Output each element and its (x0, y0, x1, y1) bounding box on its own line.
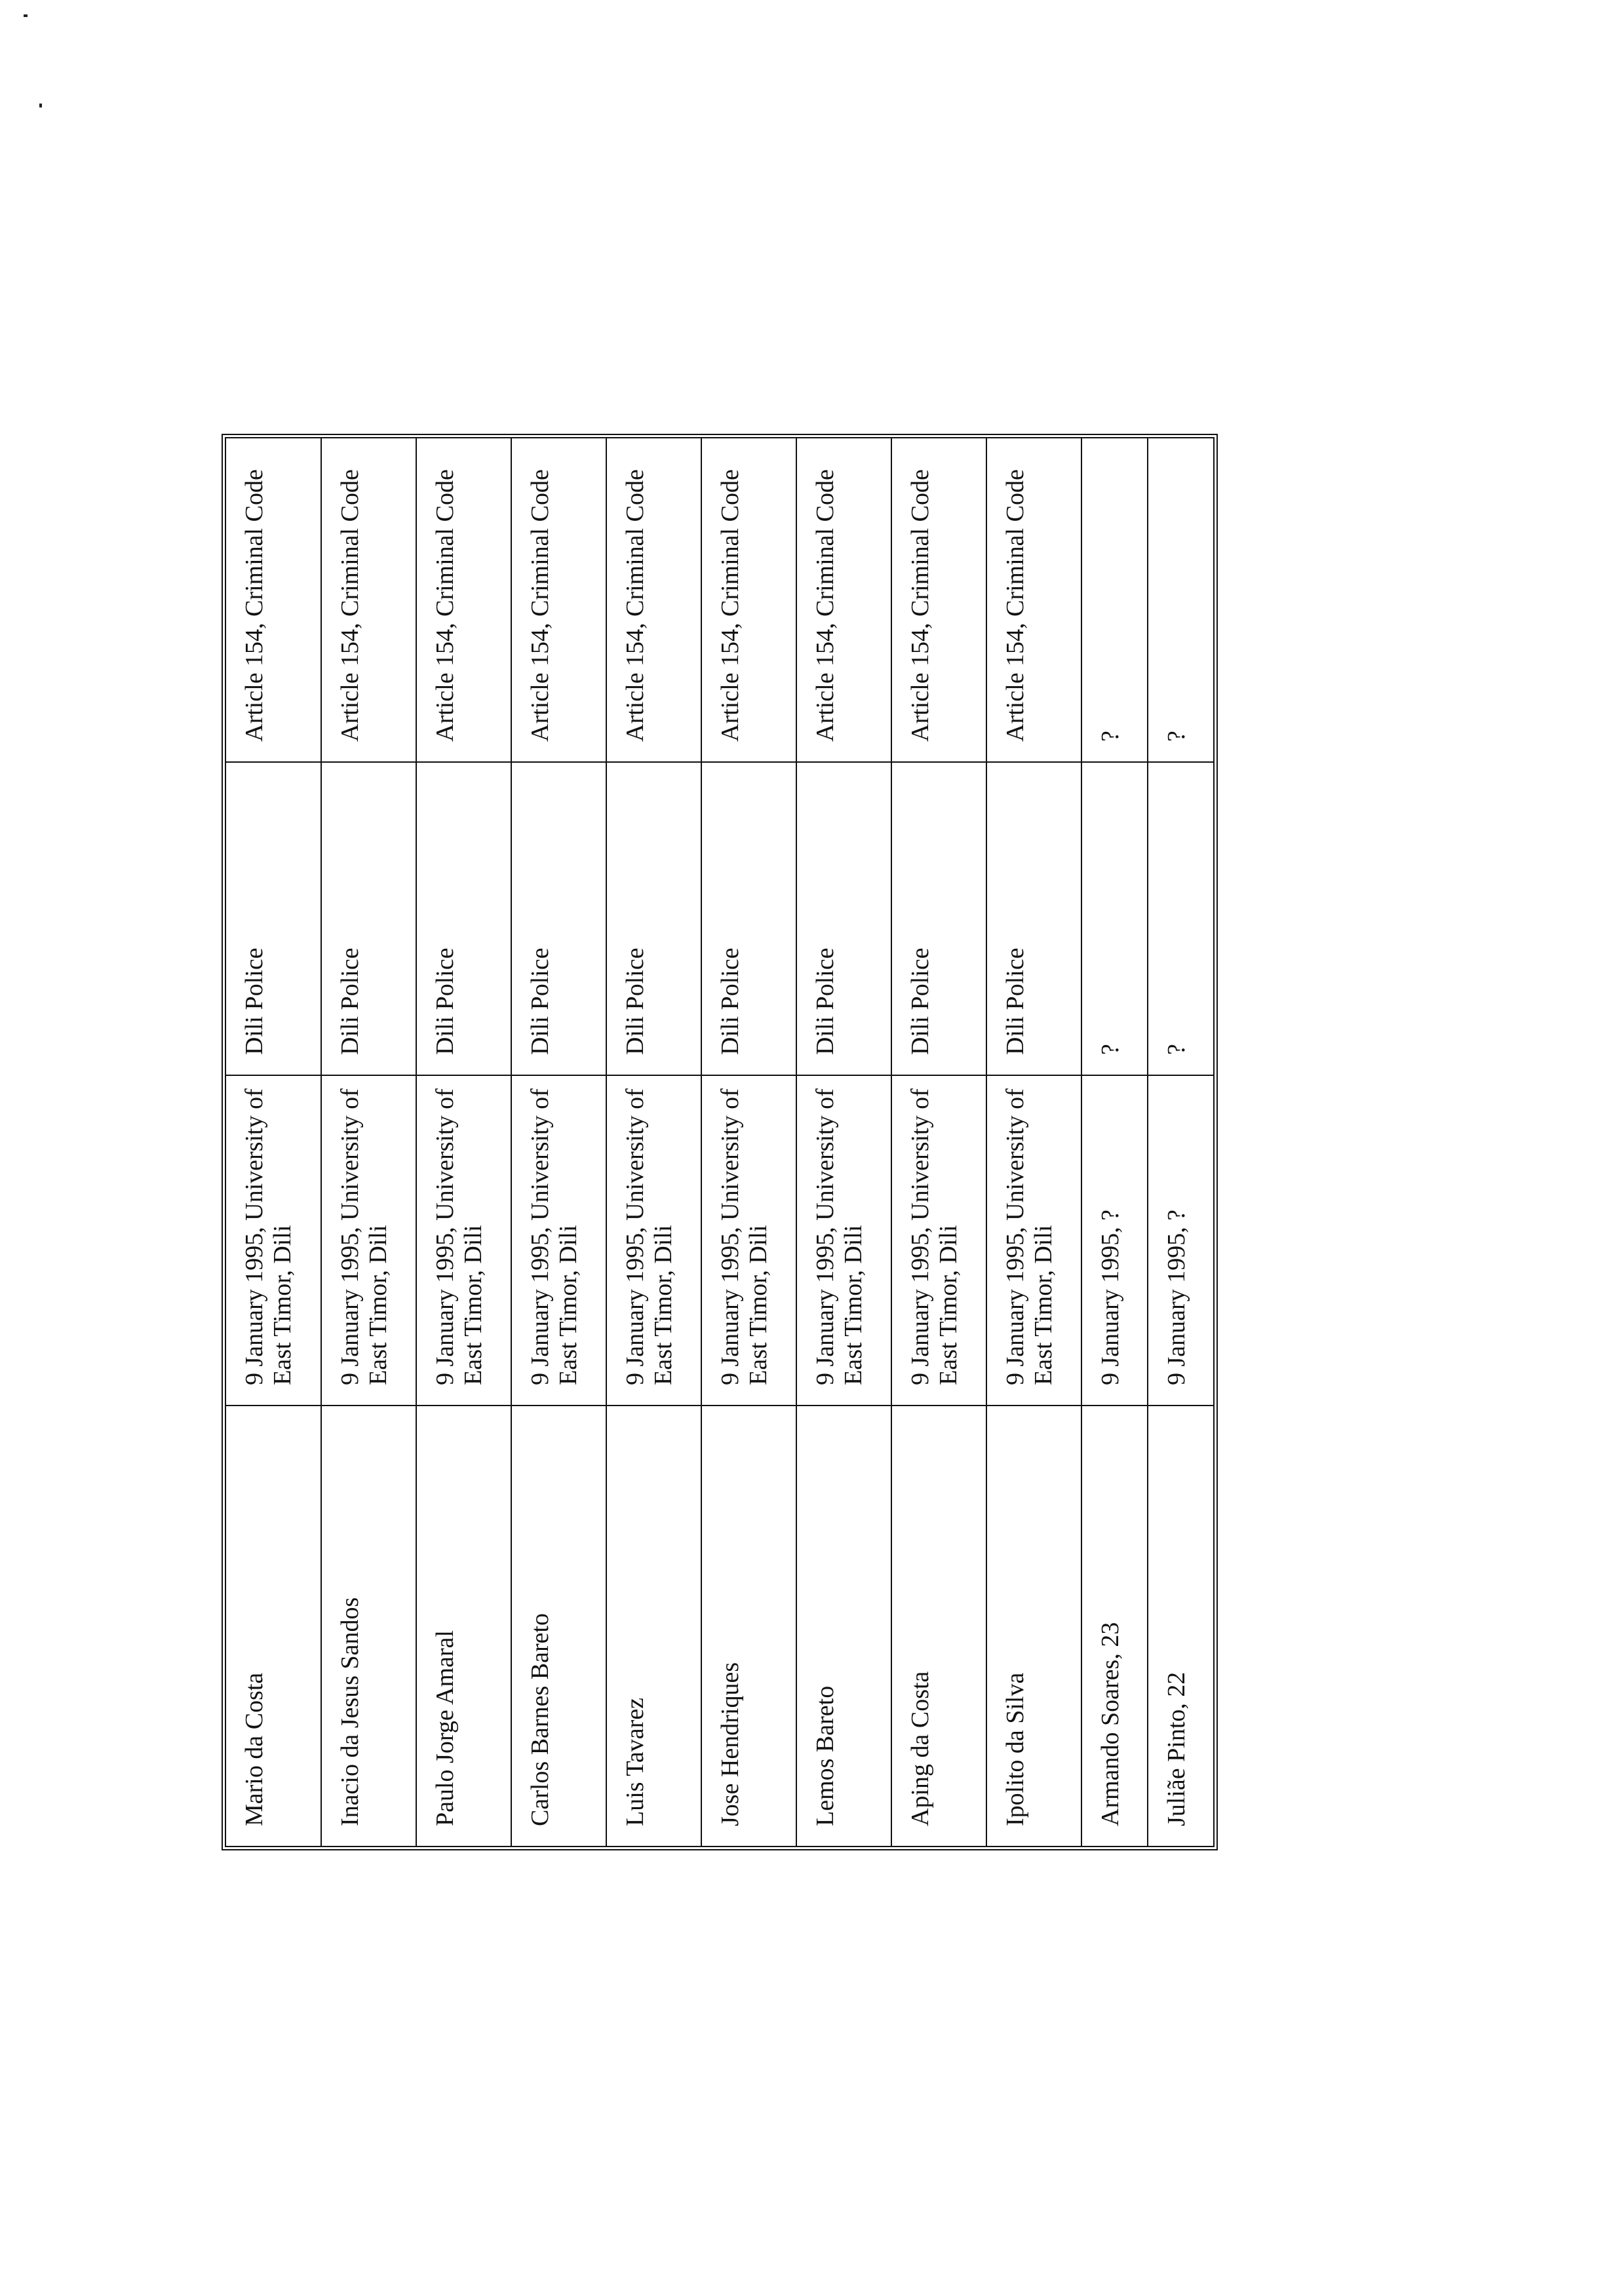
arresting-authority: ? (1148, 762, 1213, 1075)
detainee-name: Ipolito da Silva (986, 1406, 1081, 1846)
charge: Article 154, Criminal Code (511, 438, 606, 762)
arrest-date-place: 9 January 1995, University of East Timor, Dili (891, 1075, 986, 1406)
table-row (891, 438, 986, 1846)
scan-speck (39, 104, 42, 107)
arresting-authority: Dili Police (606, 762, 701, 1075)
arresting-authority: Dili Police (226, 762, 321, 1075)
detainee-table-frame (222, 434, 1218, 1850)
detainee-name: Juliãe Pinto, 22 (1148, 1406, 1213, 1846)
detainee-name: Luis Tavarez (606, 1406, 701, 1846)
arrest-date-place: 9 January 1995, University of East Timor, Dili (701, 1075, 796, 1406)
arresting-authority: Dili Police (891, 762, 986, 1075)
detainee-name: Lemos Bareto (796, 1406, 891, 1846)
charge: ? (1081, 438, 1147, 762)
detainee-name: Carlos Barnes Bareto (511, 1406, 606, 1846)
table-row (1148, 438, 1213, 1846)
detainee-name: Jose Hendriques (701, 1406, 796, 1846)
charge: Article 154, Criminal Code (321, 438, 416, 762)
arrest-date-place: 9 January 1995, University of East Timor, Dili (796, 1075, 891, 1406)
detainee-name: Paulo Jorge Amaral (416, 1406, 511, 1846)
arresting-authority: Dili Police (416, 762, 511, 1075)
arrest-date-place: 9 January 1995, University of East Timor, Dili (416, 1075, 511, 1406)
table-row (416, 438, 511, 1846)
charge: Article 154, Criminal Code (606, 438, 701, 762)
table-row (606, 438, 701, 1846)
charge: Article 154, Criminal Code (986, 438, 1081, 762)
detainee-name: Inacio da Jesus Sandos (321, 1406, 416, 1846)
arrest-date-place: 9 January 1995, University of East Timor, Dili (606, 1075, 701, 1406)
arrest-date-place: 9 January 1995, University of East Timor, Dili (321, 1075, 416, 1406)
detainee-name: Armando Soares, 23 (1081, 1406, 1147, 1846)
detainee-name: Mario da Costa (226, 1406, 321, 1846)
charge: Article 154, Criminal Code (891, 438, 986, 762)
scan-speck (24, 14, 28, 17)
arresting-authority: Dili Police (986, 762, 1081, 1075)
table-row (511, 438, 606, 1846)
table-row (1081, 438, 1147, 1846)
table-row (701, 438, 796, 1846)
charge: ? (1148, 438, 1213, 762)
charge: Article 154, Criminal Code (701, 438, 796, 762)
arrest-date-place: 9 January 1995, University of East Timor, Dili (986, 1075, 1081, 1406)
table-row (226, 438, 321, 1846)
detainee-name: Aping da Costa (891, 1406, 986, 1846)
charge: Article 154, Criminal Code (416, 438, 511, 762)
charge: Article 154, Criminal Code (226, 438, 321, 762)
arrest-date-place: 9 January 1995, University of East Timor, Dili (511, 1075, 606, 1406)
arrest-date-place: 9 January 1995, ? (1148, 1075, 1213, 1406)
arresting-authority: Dili Police (796, 762, 891, 1075)
arrest-date-place: 9 January 1995, ? (1081, 1075, 1147, 1406)
arrest-date-place: 9 January 1995, University of East Timor, Dili (226, 1075, 321, 1406)
detainee-table (226, 438, 1213, 1846)
arresting-authority: Dili Police (321, 762, 416, 1075)
arresting-authority: Dili Police (511, 762, 606, 1075)
arresting-authority: Dili Police (701, 762, 796, 1075)
table-row (986, 438, 1081, 1846)
charge: Article 154, Criminal Code (796, 438, 891, 762)
table-row (321, 438, 416, 1846)
arresting-authority: ? (1081, 762, 1147, 1075)
table-row (796, 438, 891, 1846)
